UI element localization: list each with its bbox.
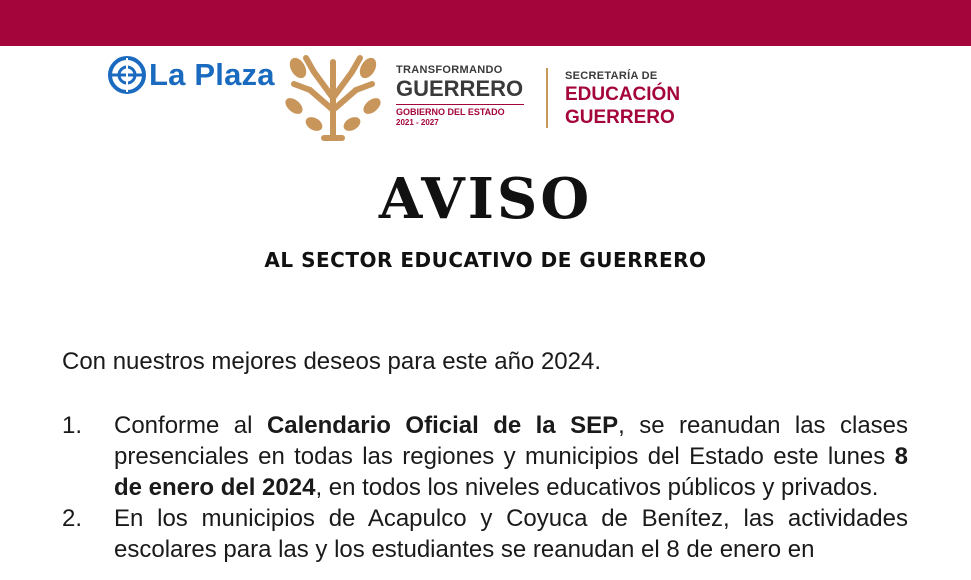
list-item-bold: 8 de enero del 2024 [114, 443, 908, 501]
globe-icon [107, 55, 147, 95]
brand-divider [546, 68, 548, 128]
list-item [62, 503, 908, 565]
secretaria-brand [565, 70, 680, 128]
list-item-text: Conforme al [114, 412, 267, 439]
watermark-text: La Plaza [149, 57, 275, 92]
top-color-bar [0, 0, 971, 46]
notice-subtitle: AL SECTOR EDUCATIVO DE GUERRERO [264, 248, 707, 272]
list-item [62, 410, 908, 503]
secretaria-education: EDUCACIÓN [565, 84, 681, 105]
brand-tagline: TRANSFORMANDO [396, 64, 503, 76]
notice-list [62, 410, 908, 565]
brand-years: 2021 - 2027 [396, 118, 439, 127]
intro-paragraph: Con nuestros mejores deseos para este año 2024. [62, 348, 602, 375]
gobierno-guerrero-brand [396, 64, 524, 127]
list-item-number: 2. [62, 505, 83, 532]
list-item-text: , se reanudan las clases presenciales en todas las regiones y municipios del Estado este lunes [114, 412, 909, 470]
brand-government-label: GOBIERNO DEL ESTADO [396, 104, 524, 117]
list-item-number: 1. [62, 412, 83, 439]
notice-title: AVISO [378, 166, 593, 232]
guerrero-tree-emblem-icon [284, 50, 382, 142]
secretaria-label: SECRETARÍA DE [565, 70, 658, 82]
list-item-text: En los municipios de Acapulco y Coyuca de Benítez, las actividades escolares para las y los estudiantes se reanudan el 8 de enero en [114, 505, 908, 563]
list-item-bold: Calendario Oficial de la SEP [266, 412, 619, 439]
la-plaza-watermark [107, 55, 275, 95]
list-item-text: , en todos los niveles educativos públicos y privados. [315, 474, 879, 501]
secretaria-state: GUERRERO [565, 107, 675, 128]
brand-state-name: GUERRERO [396, 76, 524, 101]
